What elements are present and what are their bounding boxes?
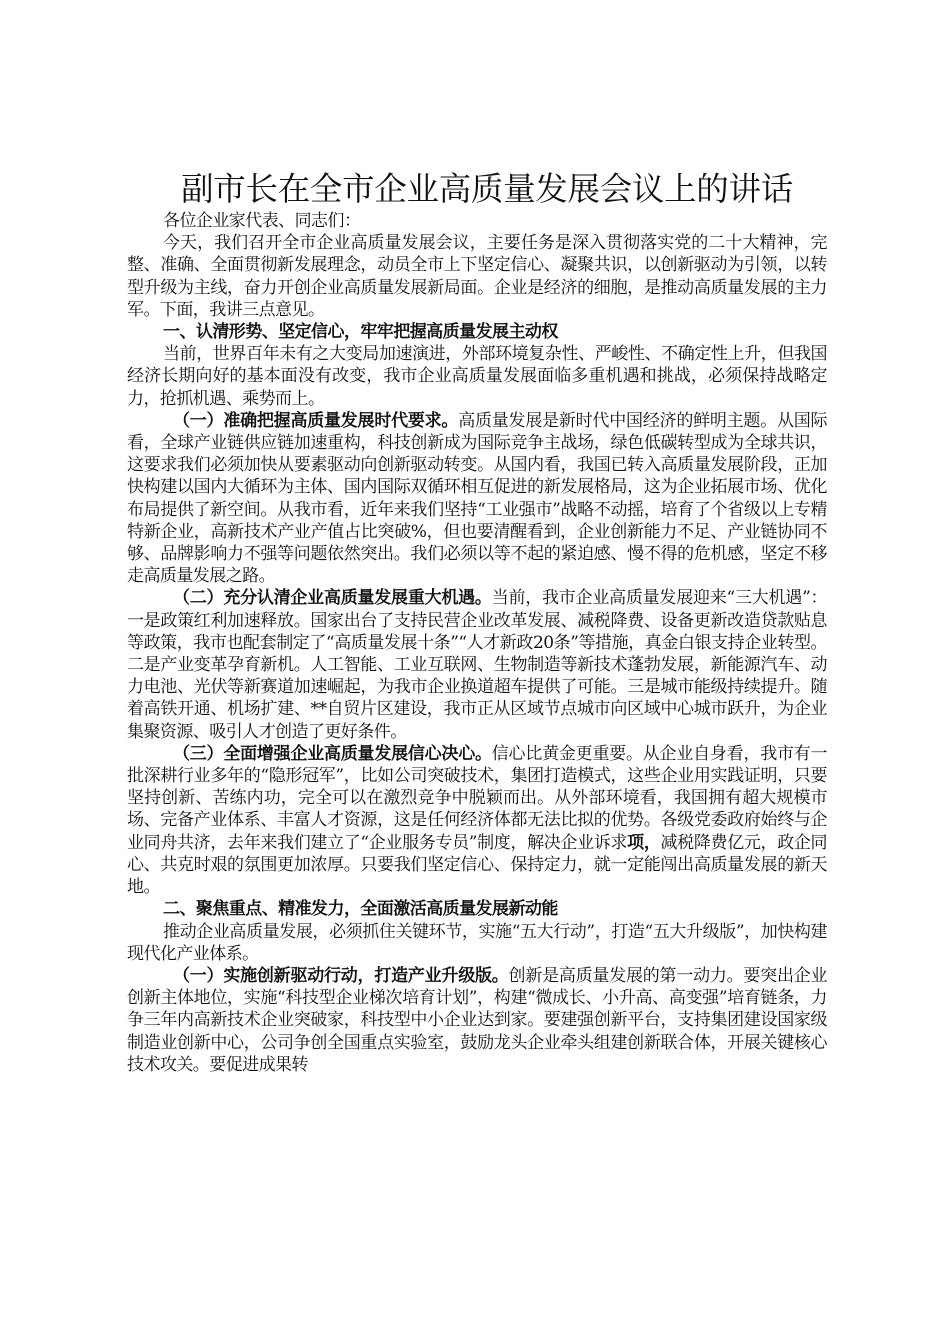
section-1-sub-3 (127, 743, 827, 898)
section-1-heading: 一、认清形势、坚定信心，牢牢把握高质量发展主动权 (163, 322, 558, 343)
section-1-sub-3-text-b: 减税降费亿元，政企同心、共克时艰的氛围更加浓厚。只要我们坚定信心、保持定力，就一定能闯出高质量发展的新天地。 (127, 832, 827, 898)
section-2-sub-1-text: 创新是高质量发展的第一动力。要突出企业创新主体地位，实施“科技型企业梯次培育计划”，构建“微成长、小升高、高变强”培育链条，力争三年内高新技术企业突破家，科技型中小企业达到家。要建强创新平台，支持集团建设国家级制造业创新中心，公司争创全国重点实验室，鼓励龙头企业牵头组建创新联合体，开展关键核心技术攻关。要促进成果转 (127, 965, 827, 1075)
section-1-sub-3-lead: （三）全面增强企业高质量发展信心决心。 (173, 743, 492, 764)
salutation: 各位企业家代表、同志们： (163, 211, 361, 231)
section-1-sub-2-text: 当前，我市企业高质量发展迎来“三大机遇”：一是政策红利加速释放。国家出台了支持民营企业改革发展、减税降费、设备更新改造贷款贴息等政策，我市也配套制定了“高质量发展十条”“人才新政20条”等措施，真金白银支持企业转型。二是产业变革孕育新机。人工智能、工业互联网、生物制造等新技术蓬勃发展，新能源汽车、动力电池、光伏等新赛道加速崛起，为我市企业换道超车提供了可能。三是城市能级持续提升。随着高铁开通、机场扩建、**自贸片区建设，我市正从区域节点城市向区域中心城市跃升，为企业集聚资源、吸引人才创造了更好条件。 (127, 588, 827, 742)
section-2-sub-1 (127, 965, 827, 1076)
section-1-sub-2 (127, 587, 827, 742)
section-1-sub-1-text: 高质量发展是新时代中国经济的鲜明主题。从国际看，全球产业链供应链加速重构，科技创新成为国际竞争主战场，绿色低碳转型成为全球共识，这要求我们必须加快从要素驱动向创新驱动转变。从国内看，我国已转入高质量发展阶段，正加快构建以国内大循环为主体、国内国际双循环相互促进的新发展格局，这为企业拓展市场、优化布局提供了新空间。从我市看，近年来我们坚持“工业强市”战略不动摇，培育了个省级以上专精特新企业，高新技术产业产值占比突破%，但也要清醒看到，企业创新能力不足、产业链协同不够、品牌影响力不强等问题依然突出。我们必须以等不起的紧迫感、慢不得的危机感，坚定不移走高质量发展之路。 (127, 410, 827, 587)
section-1-sub-3-text-bold: 项， (627, 832, 661, 853)
document-page (127, 168, 827, 1076)
section-2-body: 推动企业高质量发展，必须抓住关键环节，实施“五大行动”，打造“五大升级版”，加快构建现代化产业体系。 (127, 921, 827, 964)
section-2-heading: 二、聚焦重点、精准发力，全面激活高质量发展新动能 (163, 899, 558, 920)
section-1-sub-3-text-a: 信心比黄金更重要。从企业自身看，我市有一批深耕行业多年的“隐形冠军”，比如公司突破技术，集团打造模式，这些企业用实践证明，只要坚持创新、苦练内功，完全可以在激烈竞争中脱颖而出。从外部环境看，我国拥有超大规模市场、完备产业体系、丰富人才资源，这是任何经济体都无法比拟的优势。各级党委政府始终与企业同舟共济，去年来我们建立了“企业服务专员”制度，解决企业诉求 (127, 743, 827, 853)
section-2-sub-1-lead: （一）实施创新驱动行动，打造产业升级版。 (173, 965, 509, 986)
section-1-sub-1-lead: （一）准确把握高质量发展时代要求。 (173, 410, 459, 431)
section-1-body: 当前，世界百年未有之大变局加速演进，外部环境复杂性、严峻性、不确定性上升，但我国经济长期向好的基本面没有改变，我市企业高质量发展面临多重机遇和挑战，必须保持战略定力，抢抓机遇、乘势而上。 (127, 344, 827, 409)
intro-paragraph: 今天，我们召开全市企业高质量发展会议，主要任务是深入贯彻落实党的二十大精神，完整、准确、全面贯彻新发展理念，动员全市上下坚定信心、凝聚共识，以创新驱动为引领，以转型升级为主线，奋力开创企业高质量发展新局面。企业是经济的细胞，是推动高质量发展的主力军。下面，我讲三点意见。 (127, 233, 827, 320)
section-1-sub-1 (127, 410, 827, 588)
document-title: 副市长在全市企业高质量发展会议上的讲话 (181, 170, 793, 208)
section-1-sub-2-lead: （二）充分认清企业高质量发展重大机遇。 (173, 588, 492, 609)
